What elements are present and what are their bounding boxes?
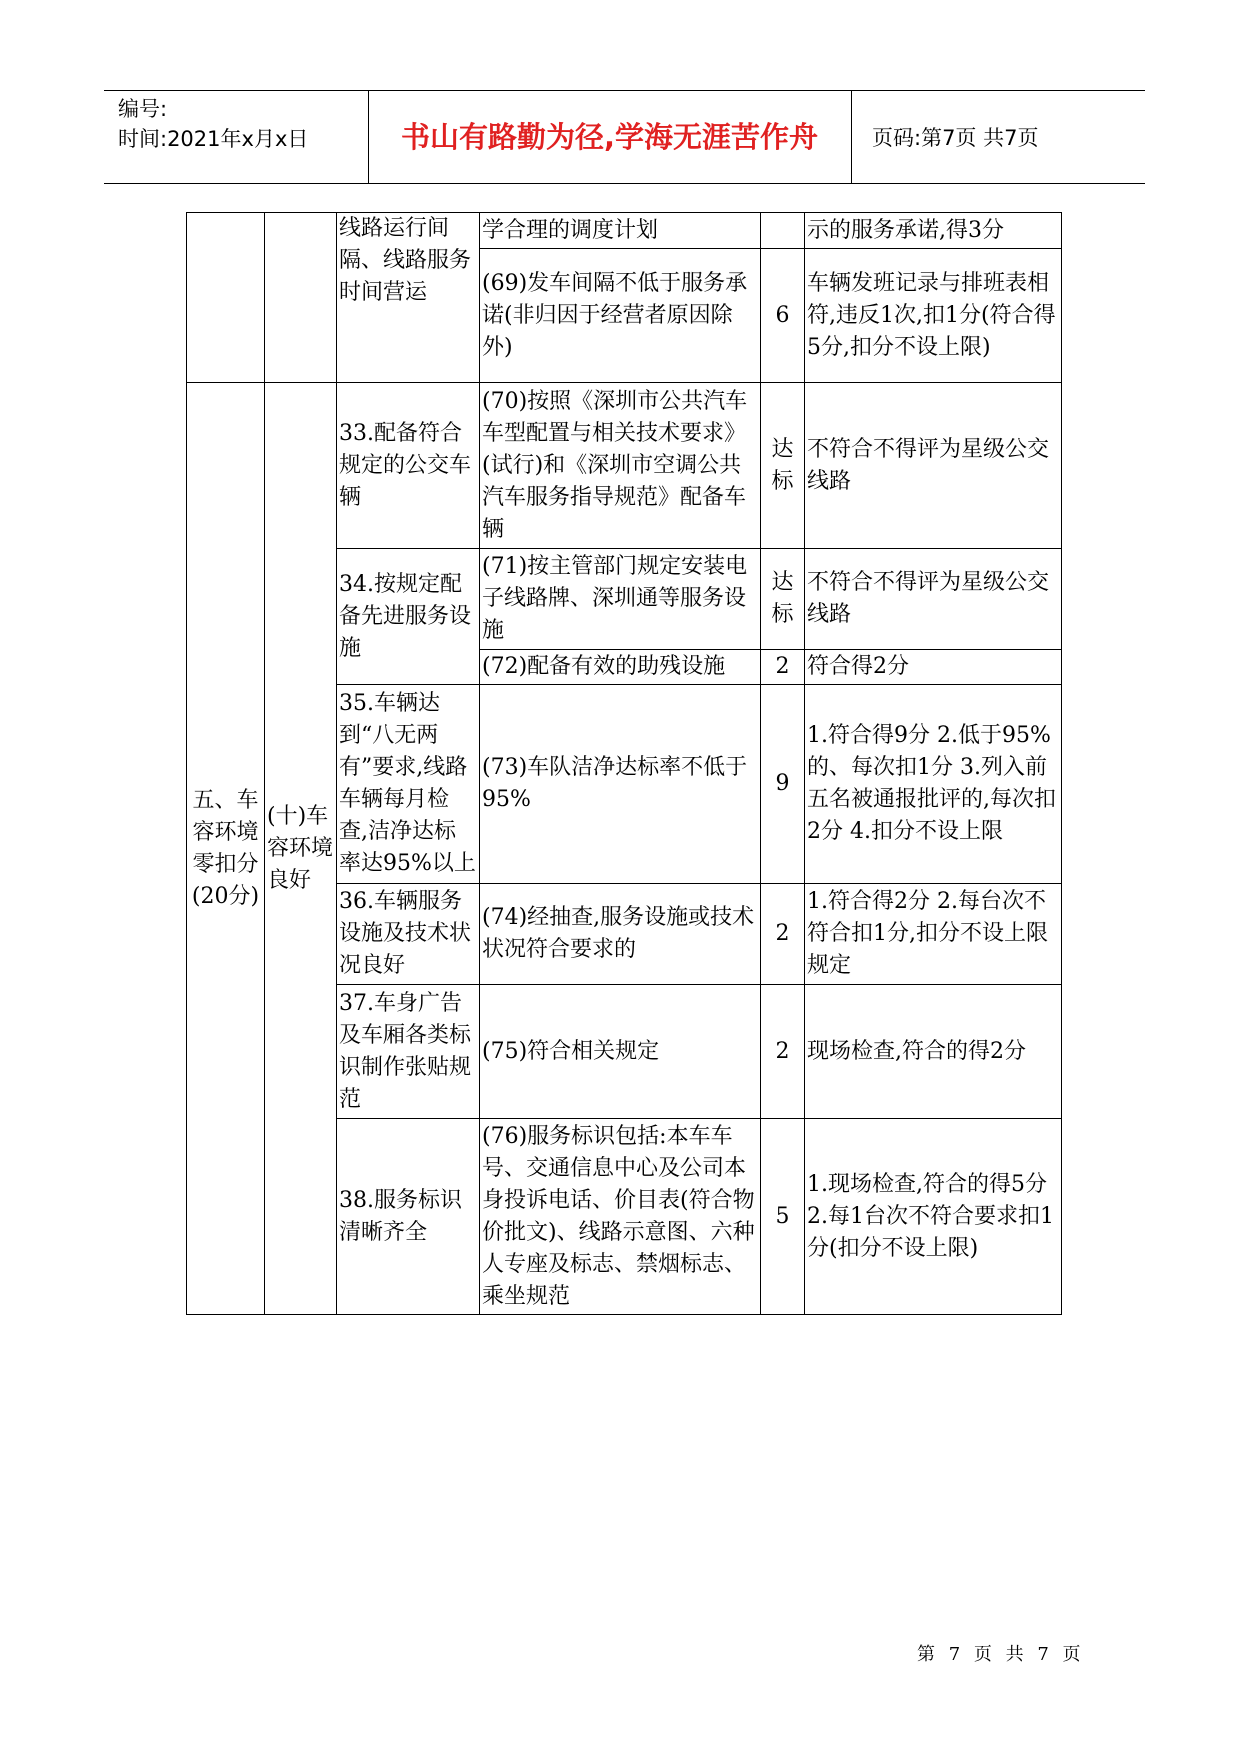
- item-cell: 线路运行间隔、线路服务时间营运: [337, 213, 480, 383]
- standard-cell: (72)配备有效的助残设施: [480, 650, 761, 685]
- header-page-info: 页码:第7页 共7页: [872, 126, 1039, 150]
- score-cell: 5: [761, 1119, 805, 1315]
- standard-cell: (71)按主管部门规定安装电子线路牌、深圳通等服务设施: [480, 549, 761, 650]
- table-row: [187, 213, 1062, 249]
- header-divider: [851, 91, 852, 183]
- method-cell: 不符合不得评为星级公交线路: [805, 549, 1062, 650]
- item-cell: 33.配备符合规定的公交车辆: [337, 383, 480, 549]
- score-cell: 2: [761, 650, 805, 685]
- standard-cell: (76)服务标识包括:本车车号、交通信息中心及公司本身投诉电话、价目表(符合物价批文)、线路示意图、六种人专座及标志、禁烟标志、乘坐规范: [480, 1119, 761, 1315]
- standard-cell: (73)车队洁净达标率不低于95%: [480, 685, 761, 884]
- score-cell: 9: [761, 685, 805, 884]
- document-time-label: 时间:2021年x月x日: [118, 127, 309, 151]
- category-cell: [187, 213, 265, 383]
- score-cell: [761, 213, 805, 249]
- table-row: [187, 383, 1062, 549]
- score-cell: 2: [761, 884, 805, 985]
- method-cell: 现场检查,符合的得2分: [805, 985, 1062, 1119]
- method-cell: 示的服务承诺,得3分: [805, 213, 1062, 249]
- method-cell: 符合得2分: [805, 650, 1062, 685]
- method-cell: 不符合不得评为星级公交线路: [805, 383, 1062, 549]
- standard-cell: (74)经抽查,服务设施或技术状况符合要求的: [480, 884, 761, 985]
- score-cell: 达标: [761, 383, 805, 549]
- subcategory-cell: [265, 213, 337, 383]
- method-cell: 1.现场检查,符合的得5分 2.每1台次不符合要求扣1分(扣分不设上限): [805, 1119, 1062, 1315]
- item-cell: 35.车辆达到“八无两有”要求,线路车辆每月检查,洁净达标率达95%以上: [337, 685, 480, 884]
- method-cell: 1.符合得9分 2.低于95%的、每次扣1分 3.列入前五名被通报批评的,每次扣2分 4.扣分不设上限: [805, 685, 1062, 884]
- score-cell: 6: [761, 249, 805, 383]
- score-cell: 达标: [761, 549, 805, 650]
- item-cell: 37.车身广告及车厢各类标识制作张贴规范: [337, 985, 480, 1119]
- item-cell: 34.按规定配备先进服务设施: [337, 549, 480, 685]
- page-footer: 第 7 页 共 7 页: [917, 1644, 1085, 1665]
- header-left: [118, 94, 308, 154]
- standard-cell: 学合理的调度计划: [480, 213, 761, 249]
- method-cell: 1.符合得2分 2.每台次不符合扣1分,扣分不设上限规定: [805, 884, 1062, 985]
- method-cell: 车辆发班记录与排班表相符,违反1次,扣1分(符合得5分,扣分不设上限): [805, 249, 1062, 383]
- standard-cell: (75)符合相关规定: [480, 985, 761, 1119]
- category-cell: 五、车容环境零扣分(20分): [187, 383, 265, 1315]
- score-cell: 2: [761, 985, 805, 1119]
- page-header: [104, 90, 1145, 184]
- header-motto: 书山有路勤为径,学海无涯苦作舟: [400, 120, 819, 154]
- subcategory-cell: (十)车容环境良好: [265, 383, 337, 1315]
- scoring-table: [186, 212, 1062, 1315]
- item-cell: 38.服务标识清晰齐全: [337, 1119, 480, 1315]
- document-number-label: 编号:: [118, 97, 168, 121]
- standard-cell: (70)按照《深圳市公共汽车车型配置与相关技术要求》(试行)和《深圳市空调公共汽车服务指导规范》配备车辆: [480, 383, 761, 549]
- standard-cell: (69)发车间隔不低于服务承诺(非归因于经营者原因除外): [480, 249, 761, 383]
- item-cell: 36.车辆服务设施及技术状况良好: [337, 884, 480, 985]
